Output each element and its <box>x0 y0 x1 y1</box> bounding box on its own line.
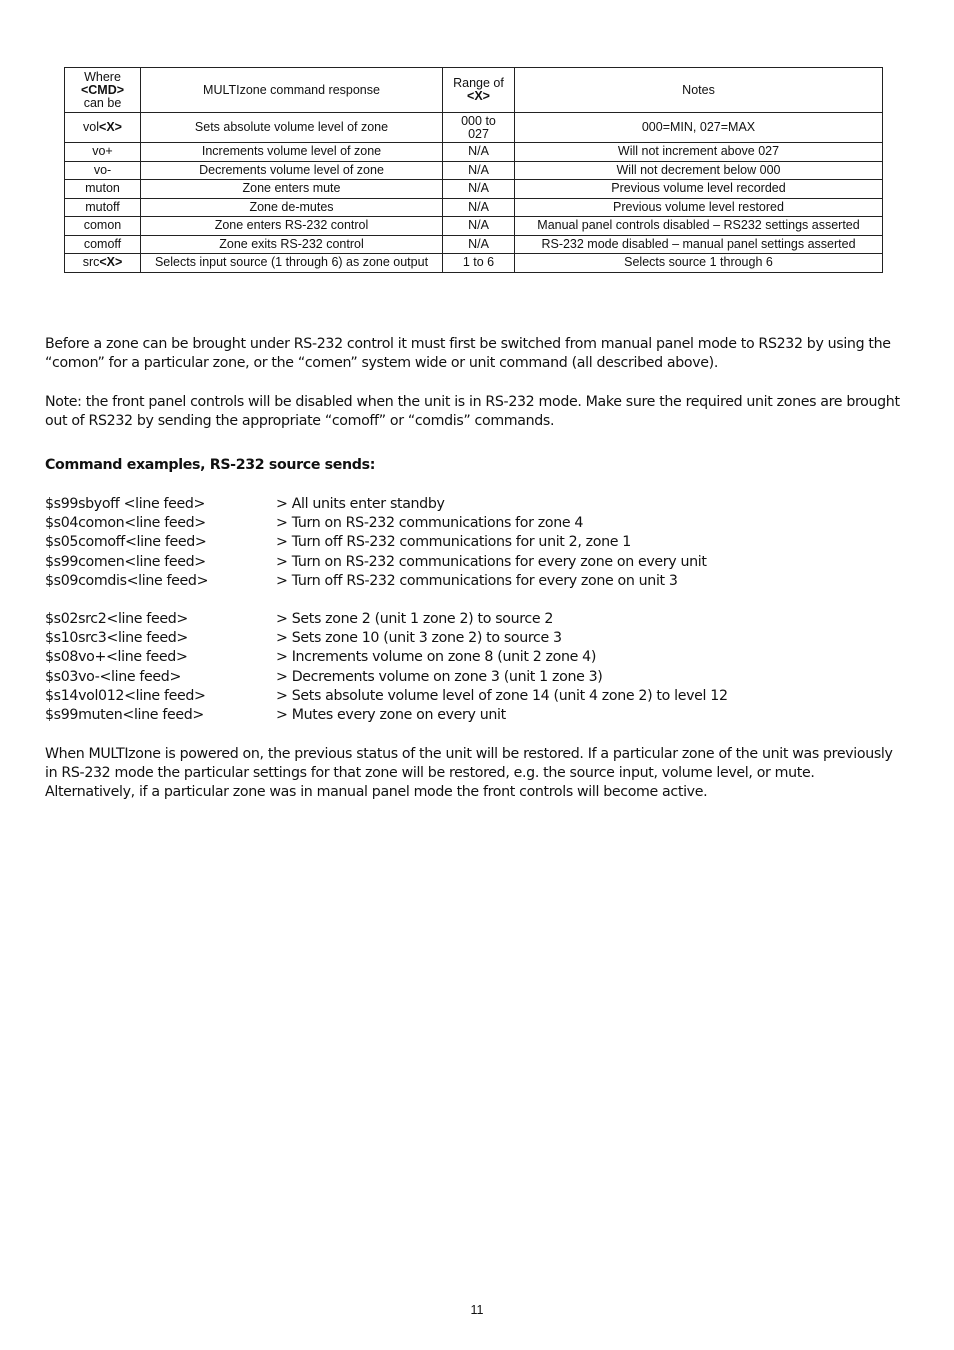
example-command: $s02src2<line feed> <box>45 611 188 627</box>
example-description: > Turn on RS-232 communications for zone 4 <box>276 515 584 532</box>
example-description: > Turn off RS-232 communications for unit 2, zone 1 <box>276 534 631 551</box>
cmd-param: <X> <box>99 120 122 134</box>
header-range-line1: Range of <box>453 76 504 90</box>
example-row <box>45 495 905 514</box>
example-command: $s05comoff<line feed> <box>45 534 207 551</box>
table-row <box>65 161 883 180</box>
examples-group-2 <box>45 610 905 725</box>
example-description: > All units enter standby <box>276 496 445 512</box>
example-description: > Sets zone 2 (unit 1 zone 2) to source 2 <box>276 611 554 627</box>
cell-response: Zone enters RS-232 control <box>141 217 443 236</box>
header-range-line2: <X> <box>467 89 490 103</box>
cell-response: Decrements volume level of zone <box>141 161 443 180</box>
header-where-line3: can be <box>83 95 122 110</box>
cell-response: Zone enters mute <box>141 180 443 199</box>
example-command: $s99muten<line feed> <box>45 706 204 723</box>
cell-cmd: mutoff <box>65 198 141 217</box>
example-row <box>45 514 905 533</box>
cell-range: N/A <box>443 235 515 254</box>
table-row <box>65 143 883 162</box>
example-command: $s10src3<line feed> <box>45 630 188 647</box>
cell-response: Increments volume level of zone <box>141 143 443 162</box>
cell-range: N/A <box>443 161 515 180</box>
example-command: $s99comen<line feed> <box>45 553 206 570</box>
cell-range: N/A <box>443 143 515 162</box>
header-where <box>65 68 141 113</box>
cell-range: N/A <box>443 180 515 199</box>
example-row <box>45 668 905 687</box>
header-response: MULTIzone command response <box>141 68 443 113</box>
paragraph-note <box>45 393 905 431</box>
example-description: > Turn off RS-232 communications for every zone on unit 3 <box>276 572 678 589</box>
cell-notes: Previous volume level recorded <box>515 180 883 199</box>
table-row <box>65 198 883 217</box>
cell-notes: Will not increment above 027 <box>515 143 883 162</box>
example-description: > Decrements volume on zone 3 (unit 1 zone 3) <box>276 668 603 685</box>
example-row <box>45 572 905 591</box>
cell-cmd: comoff <box>65 235 141 254</box>
example-row <box>45 706 905 725</box>
table-header-row <box>65 68 883 113</box>
header-where-line2: <CMD> <box>80 82 125 97</box>
command-table <box>64 67 883 273</box>
cell-response: Zone de-mutes <box>141 198 443 217</box>
cell-response: Selects input source (1 through 6) as zone output <box>141 254 443 273</box>
example-command: $s03vo-<line feed> <box>45 668 181 685</box>
section-heading: Command examples, RS-232 source sends: <box>45 457 376 473</box>
example-row <box>45 533 905 552</box>
header-where-line1: Where <box>84 69 121 84</box>
table-row <box>65 254 883 273</box>
example-command: $s09comdis<line feed> <box>45 572 209 589</box>
example-command: $s04comon<line feed> <box>45 515 206 532</box>
example-command: $s14vol012<line feed> <box>45 687 206 704</box>
cell-response: Zone exits RS-232 control <box>141 235 443 254</box>
cell-notes: Will not decrement below 000 <box>515 161 883 180</box>
example-row <box>45 553 905 572</box>
header-range <box>443 68 515 113</box>
example-row <box>45 687 905 706</box>
cell-range <box>443 113 515 143</box>
cell-range: 1 to 6 <box>443 254 515 273</box>
cell-notes: RS-232 mode disabled – manual panel settings asserted <box>515 235 883 254</box>
cell-range: N/A <box>443 217 515 236</box>
example-command: $s99sbyoff <line feed> <box>45 496 206 512</box>
cell-cmd <box>65 254 141 273</box>
examples-group-1 <box>45 495 905 591</box>
page-number: 11 <box>470 1303 484 1317</box>
cell-cmd: muton <box>65 180 141 199</box>
cell-range: N/A <box>443 198 515 217</box>
example-description: > Sets absolute volume level of zone 14 (unit 4 zone 2) to level 12 <box>276 687 728 704</box>
example-description: > Sets zone 10 (unit 3 zone 2) to source 3 <box>276 630 562 647</box>
range-line1: 000 to <box>461 113 496 128</box>
example-command: $s08vo+<line feed> <box>45 649 188 666</box>
cell-notes: Manual panel controls disabled – RS232 settings asserted <box>515 217 883 236</box>
example-description: > Increments volume on zone 8 (unit 2 zone 4) <box>276 649 597 666</box>
cell-notes: 000=MIN, 027=MAX <box>515 113 883 143</box>
header-notes: Notes <box>515 68 883 113</box>
table-row <box>65 235 883 254</box>
cmd-param: <X> <box>99 255 123 270</box>
example-description: > Mutes every zone on every unit <box>276 706 506 723</box>
cell-cmd: vo- <box>65 161 141 180</box>
table-row <box>65 180 883 199</box>
paragraph-rs232-intro <box>45 335 905 373</box>
paragraph-text: Note: the front panel controls will be disabled when the unit is in RS-232 mode. Make sure the required unit zones are brought out of RS232 by sending the appropriate “comoff” or “comdis” commands. <box>45 394 900 430</box>
cell-cmd: comon <box>65 217 141 236</box>
example-row <box>45 648 905 667</box>
cell-notes: Selects source 1 through 6 <box>515 254 883 273</box>
cell-notes: Previous volume level restored <box>515 198 883 217</box>
paragraph-power-on <box>45 745 905 803</box>
paragraph-text: When MULTIzone is powered on, the previous status of the unit will be restored. If a particular zone of the unit was previously in RS-232 mode the particular settings for that zone will be restored, e.g. the source input, volume level, or mute. Alternatively, if a particular zone was in manual panel mode the front controls will become active. <box>45 746 893 801</box>
cell-cmd: vo+ <box>65 143 141 162</box>
example-row <box>45 629 905 648</box>
range-line2: 027 <box>468 126 489 141</box>
cell-cmd <box>65 113 141 143</box>
table-row <box>65 217 883 236</box>
cmd-text: vol <box>83 120 100 134</box>
table-row <box>65 113 883 143</box>
cell-response: Sets absolute volume level of zone <box>141 113 443 143</box>
cmd-text: src <box>82 255 100 270</box>
example-description: > Turn on RS-232 communications for every zone on every unit <box>276 553 707 570</box>
paragraph-text: Before a zone can be brought under RS-232 control it must first be switched from manual panel mode to RS232 by using the “comon” for a particular zone, or the “comen” system wide or unit command (all described above). <box>45 336 891 372</box>
example-row <box>45 610 905 629</box>
